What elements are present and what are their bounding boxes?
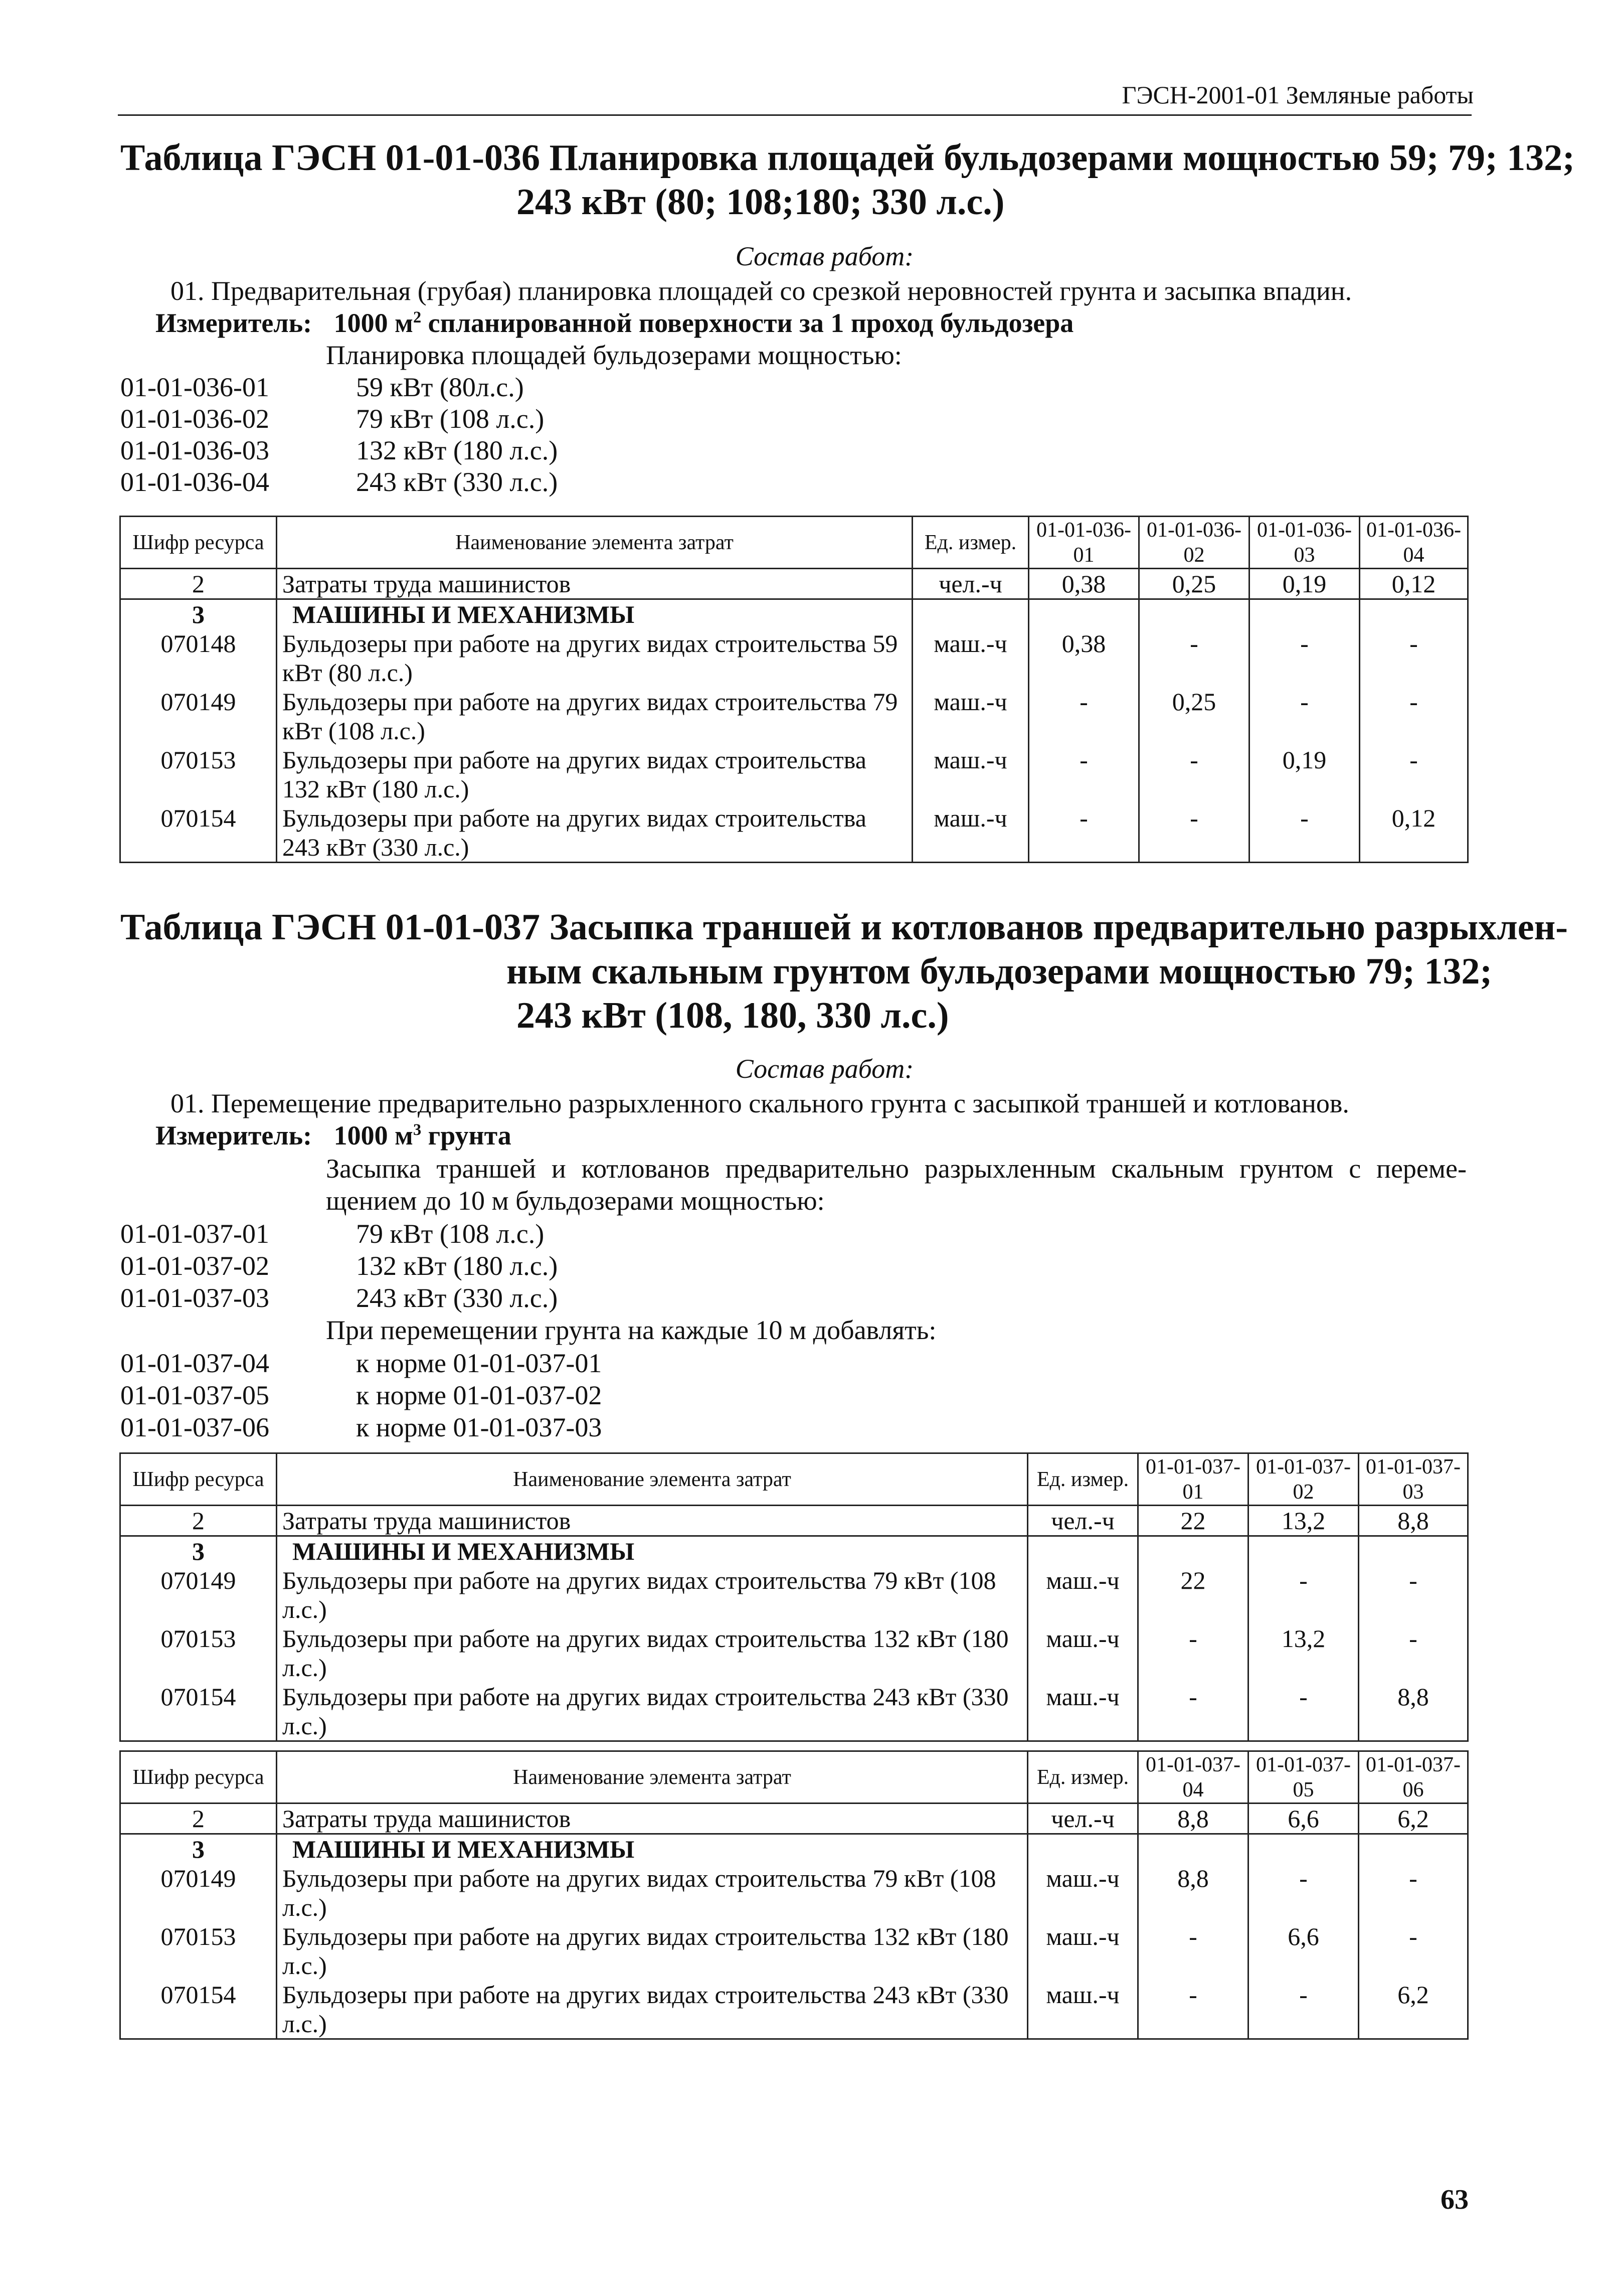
- cell: 8,8: [1359, 1506, 1468, 1536]
- cell: -: [1249, 803, 1360, 863]
- cell: Бульдозеры при работе на других видах строительства 132 кВт (180 л.с.): [277, 745, 913, 803]
- cell: -: [1029, 687, 1139, 745]
- cell: -: [1249, 629, 1360, 687]
- table-036-intro: Планировка площадей бульдозерами мощностью:: [326, 340, 902, 370]
- cell: -: [1360, 745, 1468, 803]
- col-header: Ед. измер.: [1028, 1453, 1138, 1506]
- table-036: [119, 516, 1469, 863]
- cell: маш.-ч: [1028, 1864, 1138, 1922]
- cell: маш.-ч: [1028, 1682, 1138, 1741]
- cell: -: [1248, 1864, 1359, 1922]
- table-row: [120, 1803, 1468, 1834]
- measure-value: 1000 м: [333, 308, 413, 338]
- measure-rest: грунта: [421, 1120, 511, 1151]
- table-036-measure: [155, 307, 1074, 339]
- cell: [913, 599, 1029, 629]
- cell: 13,2: [1248, 1506, 1359, 1536]
- cell: Затраты труда машинистов: [277, 1803, 1028, 1834]
- col-header: 01-01-037-06: [1359, 1751, 1468, 1803]
- cell: 8,8: [1138, 1864, 1248, 1922]
- cell: -: [1138, 1922, 1248, 1980]
- table-037-title-line3: 243 кВт (108, 180, 330 л.с.): [516, 995, 949, 1036]
- cell: 070154: [120, 1980, 277, 2039]
- cell: 0,12: [1360, 803, 1468, 863]
- cell: -: [1029, 745, 1139, 803]
- cell: [1028, 1834, 1138, 1864]
- cell: маш.-ч: [1028, 1566, 1138, 1624]
- table-037-measure: [155, 1119, 511, 1152]
- cell: Бульдозеры при работе на других видах строительства 243 кВт (330 л.с.): [277, 803, 913, 863]
- section-heading: МАШИНЫ И МЕХАНИЗМЫ: [277, 1834, 1028, 1864]
- table-037-a: [119, 1452, 1469, 1742]
- cell: 22: [1138, 1566, 1248, 1624]
- col-header: Наименование элемента затрат: [277, 1453, 1028, 1506]
- col-header: 01-01-037-02: [1248, 1453, 1359, 1506]
- cell: Затраты труда машинистов: [277, 569, 913, 599]
- col-header: Ед. измер.: [913, 517, 1029, 569]
- table-036-title-line2: 243 кВт (80; 108;180; 330 л.с.): [516, 182, 1005, 223]
- col-header: Наименование элемента затрат: [277, 517, 913, 569]
- measure-label: Измеритель:: [155, 1120, 312, 1151]
- norm-code: 01-01-037-06: [120, 1412, 269, 1442]
- table-header-row: [120, 1751, 1468, 1803]
- norm-code: 01-01-037-04: [120, 1348, 269, 1378]
- cell: [1139, 599, 1249, 629]
- norm-code: 01-01-037-03: [120, 1283, 269, 1313]
- cell: Затраты труда машинистов: [277, 1506, 1028, 1536]
- cell: -: [1138, 1980, 1248, 2039]
- cell: -: [1138, 1624, 1248, 1682]
- cell: Бульдозеры при работе на других видах строительства 79 кВт (108 л.с.): [277, 1864, 1028, 1922]
- table-row: [120, 1506, 1468, 1536]
- cell: [1359, 1536, 1468, 1566]
- cell: 070149: [120, 687, 277, 745]
- table-row: [120, 1864, 1468, 1922]
- header-rule: [118, 114, 1472, 116]
- cell: -: [1249, 687, 1360, 745]
- cell: маш.-ч: [1028, 1624, 1138, 1682]
- table-036-work-item: 01. Предварительная (грубая) планировка площадей со срезкой неровностей грунта и засыпка впадин.: [170, 276, 1352, 306]
- table-row: [120, 1922, 1468, 1980]
- table-row: [120, 1624, 1468, 1682]
- cell: 0,19: [1249, 569, 1360, 599]
- table-row: [120, 1980, 1468, 2039]
- table-037-intro-line1: Засыпка траншей и котлованов предварительно разрыхленным скальным грунтом с переме-: [326, 1154, 1467, 1184]
- cell: 6,2: [1359, 1803, 1468, 1834]
- norm-value: 132 кВт (180 л.с.): [356, 435, 558, 465]
- table-row: [120, 803, 1468, 863]
- table-037-title-line2: ным скальным грунтом бульдозерами мощностью 79; 132;: [506, 951, 1492, 992]
- norm-code: 01-01-036-04: [120, 467, 269, 497]
- table-036-composition-label: Состав работ:: [735, 241, 914, 271]
- col-header: 01-01-037-03: [1359, 1453, 1468, 1506]
- cell: 070149: [120, 1566, 277, 1624]
- cell: -: [1248, 1682, 1359, 1741]
- cell: 3: [120, 599, 277, 629]
- table-037-work-item: 01. Перемещение предварительно разрыхленного скального грунта с засыпкой траншей и котлованов.: [170, 1088, 1349, 1118]
- cell: 3: [120, 1536, 277, 1566]
- page-number: 63: [1441, 2184, 1469, 2215]
- col-header: Шифр ресурса: [120, 1751, 277, 1803]
- norm-value: 243 кВт (330 л.с.): [356, 1283, 558, 1313]
- cell: Бульдозеры при работе на других видах строительства 243 кВт (330 л.с.): [277, 1682, 1028, 1741]
- table-row: [120, 569, 1468, 599]
- cell: чел.-ч: [1028, 1803, 1138, 1834]
- col-header: Шифр ресурса: [120, 1453, 277, 1506]
- measure-rest: спланированной поверхности за 1 проход бульдозера: [421, 308, 1074, 338]
- table-037-intro-line2: щением до 10 м бульдозерами мощностью:: [326, 1186, 825, 1216]
- cell: [1360, 599, 1468, 629]
- table-row: [120, 1536, 1468, 1566]
- cell: 3: [120, 1834, 277, 1864]
- table-row: [120, 1682, 1468, 1741]
- cell: 0,25: [1139, 569, 1249, 599]
- cell: Бульдозеры при работе на других видах строительства 243 кВт (330 л.с.): [277, 1980, 1028, 2039]
- cell: [1249, 599, 1360, 629]
- table-row: [120, 687, 1468, 745]
- table-037-b: [119, 1750, 1469, 2040]
- table-row: [120, 599, 1468, 629]
- cell: 22: [1138, 1506, 1248, 1536]
- cell: 6,2: [1359, 1980, 1468, 2039]
- table-037-composition-label: Состав работ:: [735, 1054, 914, 1084]
- norm-code: 01-01-036-03: [120, 435, 269, 465]
- col-header: Ед. измер.: [1028, 1751, 1138, 1803]
- cell: [1029, 599, 1139, 629]
- cell: -: [1359, 1922, 1468, 1980]
- cell: 13,2: [1248, 1624, 1359, 1682]
- cell: -: [1139, 745, 1249, 803]
- col-header: 01-01-037-05: [1248, 1751, 1359, 1803]
- running-header: ГЭСН-2001-01 Земляные работы: [1122, 81, 1474, 109]
- cell: чел.-ч: [913, 569, 1029, 599]
- cell: 070153: [120, 745, 277, 803]
- cell: 0,38: [1029, 629, 1139, 687]
- section-heading: МАШИНЫ И МЕХАНИЗМЫ: [277, 599, 913, 629]
- cell: [1138, 1834, 1248, 1864]
- norm-value: 243 кВт (330 л.с.): [356, 467, 558, 497]
- cell: [1248, 1536, 1359, 1566]
- cell: [1028, 1536, 1138, 1566]
- cell: -: [1360, 687, 1468, 745]
- cell: 070154: [120, 803, 277, 863]
- cell: -: [1139, 629, 1249, 687]
- cell: Бульдозеры при работе на других видах строительства 79 кВт (108 л.с.): [277, 687, 913, 745]
- table-037-title-line1: Таблица ГЭСН 01-01-037 Засыпка траншей и котлованов предварительно разрыхлен-: [120, 907, 1568, 948]
- norm-value: к норме 01-01-037-03: [356, 1412, 602, 1442]
- norm-code: 01-01-037-02: [120, 1251, 269, 1281]
- cell: маш.-ч: [1028, 1922, 1138, 1980]
- col-header: 01-01-036-02: [1139, 517, 1249, 569]
- table-row: [120, 745, 1468, 803]
- cell: -: [1029, 803, 1139, 863]
- norm-value: к норме 01-01-037-01: [356, 1348, 602, 1378]
- table-row: [120, 629, 1468, 687]
- col-header: Наименование элемента затрат: [277, 1751, 1028, 1803]
- cell: маш.-ч: [913, 803, 1029, 863]
- table-036-title-line1: Таблица ГЭСН 01-01-036 Планировка площадей бульдозерами мощностью 59; 79; 132;: [120, 137, 1575, 179]
- measure-sup: 3: [413, 1121, 422, 1139]
- cell: маш.-ч: [913, 745, 1029, 803]
- table-row: [120, 1566, 1468, 1624]
- norm-value: к норме 01-01-037-02: [356, 1380, 602, 1410]
- cell: -: [1248, 1566, 1359, 1624]
- norm-code: 01-01-037-05: [120, 1380, 269, 1410]
- cell: -: [1360, 629, 1468, 687]
- col-header: 01-01-036-03: [1249, 517, 1360, 569]
- cell: маш.-ч: [913, 629, 1029, 687]
- cell: 070154: [120, 1682, 277, 1741]
- norm-value: 79 кВт (108 л.с.): [356, 404, 545, 434]
- col-header: Шифр ресурса: [120, 517, 277, 569]
- cell: [1138, 1536, 1248, 1566]
- cell: 0,12: [1360, 569, 1468, 599]
- table-row: [120, 1834, 1468, 1864]
- cell: [1359, 1834, 1468, 1864]
- measure-value: 1000 м: [333, 1120, 413, 1151]
- cell: 8,8: [1359, 1682, 1468, 1741]
- measure-label: Измеритель:: [155, 308, 312, 338]
- norm-value: 132 кВт (180 л.с.): [356, 1251, 558, 1281]
- measure-sup: 2: [413, 308, 422, 326]
- cell: -: [1138, 1682, 1248, 1741]
- cell: 0,25: [1139, 687, 1249, 745]
- cell: 070148: [120, 629, 277, 687]
- norm-value: 59 кВт (80л.с.): [356, 372, 524, 402]
- norm-value: 79 кВт (108 л.с.): [356, 1219, 545, 1249]
- cell: Бульдозеры при работе на других видах строительства 79 кВт (108 л.с.): [277, 1566, 1028, 1624]
- col-header: 01-01-037-01: [1138, 1453, 1248, 1506]
- cell: 0,38: [1029, 569, 1139, 599]
- cell: 8,8: [1138, 1803, 1248, 1834]
- cell: 2: [120, 569, 277, 599]
- cell: -: [1359, 1864, 1468, 1922]
- col-header: 01-01-037-04: [1138, 1751, 1248, 1803]
- cell: 2: [120, 1803, 277, 1834]
- col-header: 01-01-036-01: [1029, 517, 1139, 569]
- cell: 2: [120, 1506, 277, 1536]
- cell: маш.-ч: [1028, 1980, 1138, 2039]
- cell: чел.-ч: [1028, 1506, 1138, 1536]
- cell: Бульдозеры при работе на других видах строительства 59 кВт (80 л.с.): [277, 629, 913, 687]
- cell: 0,19: [1249, 745, 1360, 803]
- norm-code: 01-01-036-01: [120, 372, 269, 402]
- cell: -: [1139, 803, 1249, 863]
- cell: [1248, 1834, 1359, 1864]
- cell: Бульдозеры при работе на других видах строительства 132 кВт (180 л.с.): [277, 1922, 1028, 1980]
- norm-code: 01-01-036-02: [120, 404, 269, 434]
- cell: 6,6: [1248, 1922, 1359, 1980]
- cell: -: [1359, 1624, 1468, 1682]
- table-header-row: [120, 517, 1468, 569]
- cell: 6,6: [1248, 1803, 1359, 1834]
- table-header-row: [120, 1453, 1468, 1506]
- cell: 070153: [120, 1624, 277, 1682]
- cell: 070153: [120, 1922, 277, 1980]
- cell: -: [1359, 1566, 1468, 1624]
- cell: 070149: [120, 1864, 277, 1922]
- section-heading: МАШИНЫ И МЕХАНИЗМЫ: [277, 1536, 1028, 1566]
- cell: маш.-ч: [913, 687, 1029, 745]
- table-037-add-intro: При перемещении грунта на каждые 10 м добавлять:: [326, 1315, 937, 1345]
- cell: -: [1248, 1980, 1359, 2039]
- col-header: 01-01-036-04: [1360, 517, 1468, 569]
- norm-code: 01-01-037-01: [120, 1219, 269, 1249]
- cell: Бульдозеры при работе на других видах строительства 132 кВт (180 л.с.): [277, 1624, 1028, 1682]
